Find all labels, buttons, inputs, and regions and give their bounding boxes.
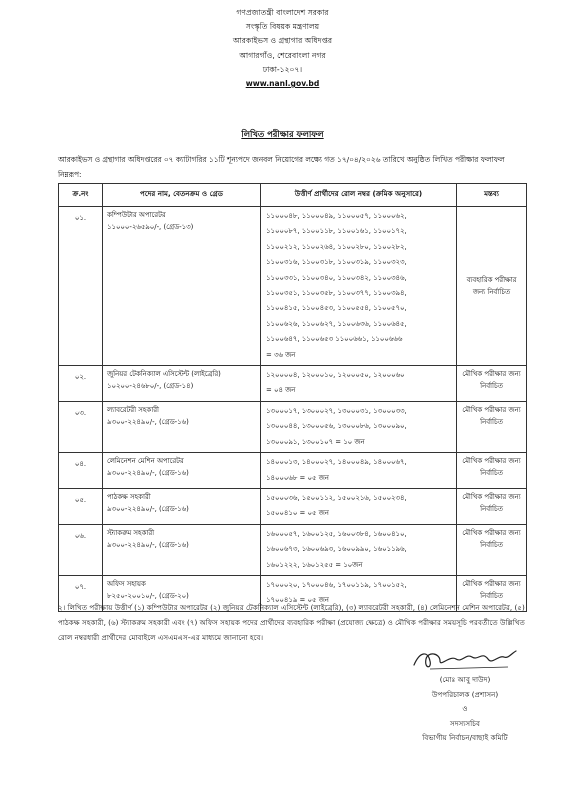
roll-line: ১৩০০০৯১, ১৩০০১০৭ = ১০ জন [266,437,365,446]
roll-line: ১১০০৬৪৭, ১১০০৬৫৩ ১১০০৬৬১, ১১০০৬৬৬ [266,335,403,344]
roll-line: ১৭০০৪১৯ = ০৫ জন [266,596,329,605]
post-scale: ১১০০০-২৬৫৯০/-, (গ্রেড-১৩) [107,223,194,231]
roll-line: ১১০০৩১৬, ১১০০৩১৮, ১১০০৩১৯, ১১০০৩২৩, [266,258,407,267]
post-scale: ৯৩০০-২২৪৯০/-, (গ্রেড-১৬) [107,540,189,549]
roll-line: ১৫০০০৩৬, ১৫০০১১২, ১৫০০২১৬, ১৫০০২৩৪, [266,493,407,502]
row-remark: মৌখিক পরীক্ষার জন্য নির্বাচিত [457,575,527,611]
roll-line: ১২০০০০৪, ১২০০০১০, ১২০০০৫০, ১২০০০৬০ [266,371,405,380]
post-scale: ৯৩০০-২২৪৯০/-, (গ্রেড-১৬) [107,417,189,426]
roll-line: ১৩০০০৪৪, ১৩০০০৫৬, ১৩০০০৮৬, ১৩০০০৯০, [266,422,407,431]
roll-line: ১১০০৩৫১, ১১০০৩৫৮, ১১০০৩৭৭, ১১০০৩৯৪, [266,289,407,298]
address-line: আগারগাঁও, শেরেবাংলা নগর [239,50,326,60]
office-header [0,6,565,91]
row-sl: ০১. [59,207,103,366]
row-post [103,453,261,489]
table-row [59,401,527,452]
signatory-and: ও [462,704,468,713]
row-post [103,401,261,452]
row-sl: ০২. [59,366,103,402]
note-paragraph: ২। লিখিত পরীক্ষায় উত্তীর্ণ (১) কম্পিউটার অপারেটর (২) জুনিয়র টেকনিক্যাল এসিস্টেন্ট (লাইব্রেরি), (৩) ল্যাবরেটরী সহকারী, (৪) লেমিনেশন মেশিন অপারেটর, (৫) পাঠকক্ষ সহকারী, (৬) স্ট্যাকরুম সহকারী এবং (৭) অফিস সহায়ক পদের প্রার্থীদের ব্যবহারিক পরীক্ষা (প্রযোজ্য ক্ষেত্রে) ও মৌখিক পরীক্ষার সময়সূচি পরবর্তীতে উল্লিখিত রোল নম্বরধারী প্রার্থীদের মোবাইলে এসএমএস-এর মাধ্যমে জানানো হবে। [58,603,525,642]
table-row [59,488,527,524]
roll-line: ১১০০২১২, ১১০০২৬৪, ১১০০২৮০, ১১০০২৮২, [266,242,407,251]
website-link[interactable]: www.nanl.gov.bd [245,79,320,89]
row-sl: ০৩. [59,401,103,452]
row-remark: মৌখিক পরীক্ষার জন্য নির্বাচিত [457,524,527,575]
roll-line: ১১০০০৮৭, ১১০০১১৮, ১১০০১৬১, ১১০০১৭২, [266,227,407,236]
roll-line: ১৪০০০৬৮ = ০৫ জন [266,473,329,482]
row-rolls [261,453,457,489]
col-header-remark: মন্তব্য [457,184,527,207]
document-title: লিখিত পরীক্ষার ফলাফল [241,129,324,139]
row-post [103,488,261,524]
signature-block [380,655,550,746]
post-name: জুনিয়র টেকনিক্যাল এসিস্টেন্ট (লাইব্রেরি) [107,370,221,379]
ministry-name: সংস্কৃতি বিষয়ক মন্ত্রণালয় [245,22,320,32]
row-rolls [261,524,457,575]
row-remark: ব্যবহারিক পরীক্ষার জন্য নির্বাচিত [457,207,527,366]
table-row [59,524,527,575]
row-rolls [261,207,457,366]
row-remark: মৌখিক পরীক্ষার জন্য নির্বাচিত [457,366,527,402]
row-rolls [261,366,457,402]
signatory-committee: বিভাগীয় নির্বাচন/বাছাই কমিটি [422,733,508,742]
post-name: স্ট্যাকরুম সহকারী [107,528,155,537]
row-sl: ০৪. [59,453,103,489]
signatory-name: (মোঃ আবু দাউদ) [439,675,491,684]
govt-name: গণপ্রজাতন্ত্রী বাংলাদেশ সরকার [236,8,329,17]
roll-line: ১১০০৩৩১, ১১০০৩৪০, ১১০০৩৪২, ১১০০৩৪৬, [266,273,407,282]
post-name: পাঠকক্ষ সহকারী [107,492,151,501]
row-post [103,524,261,575]
roll-line: ১৬০০৬৭৩, ১৬০০৬৯৩, ১৬০০৯৯০, ১৬০১১৯৬, [266,545,407,554]
post-scale: ৯৩০০-২২৪৯০/-, (গ্রেড-১৬) [107,469,189,478]
post-name: অফিস সহায়ক [107,579,146,588]
row-sl: ০৭. [59,575,103,611]
post-scale: ১০২০০-২৪৬৮০/-, (গ্রেড-১৪) [107,382,194,391]
roll-line: ১৬০১২২২, ১৬০১২৫৫ = ১০জন [266,560,363,569]
roll-line: ১৫০০৪১০ = ০৫ জন [266,509,329,518]
row-post [103,207,261,366]
city-line: ঢাকা-১২০৭। [262,64,303,74]
roll-line: ১৩০০০১৭, ১৩০০০২৭, ১৩০০০৩১, ১৩০০০৩৩, [266,406,407,415]
row-sl: ০৫. [59,488,103,524]
col-header-rolls: উত্তীর্ণ প্রার্থীদের রোল নম্বর (ক্রমিক অনুসারে) [261,184,457,207]
post-name: কম্পিউটার অপারেটর [107,211,166,219]
results-table [58,183,527,612]
post-name: লেমিনেশন মেশিন অপারেটর [107,457,184,466]
row-sl: ০৬. [59,524,103,575]
table-header-row [59,184,527,207]
row-rolls [261,488,457,524]
row-remark: মৌখিক পরীক্ষার জন্য নির্বাচিত [457,453,527,489]
roll-count: = ০৪ জন [266,386,296,395]
signatory-designation: উপপরিচালক (প্রশাসন) [431,689,499,699]
roll-line: ১৭০০০২০, ১৭০০০৪৬, ১৭০০১১৯, ১৭০০১৫২, [266,580,407,589]
table-row [59,207,527,366]
table-row [59,366,527,402]
roll-line: ১১০০০৪৮, ১১০০০৪৯, ১১০০০৫৭, ১১০০০৬২, [266,212,407,220]
intro-paragraph: আরকাইভস ও গ্রন্থাগার অধিদপ্তরের ০৭ ক্যাটাগরির ১১টি শূন্যপদে জনবল নিয়োগের লক্ষ্যে গত ১৭/০৪/২০২৬ তারিখে অনুষ্ঠিত লিখিত পরীক্ষার ফলাফল নিম্নরূপ: [58,155,505,179]
table-row [59,453,527,489]
col-header-post: পদের নাম, বেতনক্রম ও গ্রেড [103,184,261,207]
row-post [103,366,261,402]
roll-line: ১৪০০০১৩, ১৪০০০২৭, ১৪০০০৪৯, ১৪০০০৬৭, [266,458,407,467]
roll-line: ১১০০৬২৬, ১১০০৬২৭, ১১০০৬৩৬, ১১০০৬৪৫, [266,319,407,328]
post-name: ল্যাবরেটরী সহকারী [107,405,159,414]
post-scale: ৯৩০০-২২৪৯০/-, (গ্রেড-১৬) [107,504,189,513]
directorate-name: আরকাইভস ও গ্রন্থাগার অধিদপ্তর [232,36,333,46]
col-header-sl: ক্র.নং [59,184,103,207]
post-scale: ৮২৫০-২০০১০/-, (গ্রেড-২০) [107,591,189,600]
roll-line: ১৬০০০৫৭, ১৬০০১২৫, ১৬০০৩৮৪, ১৬০০৪১০, [266,529,407,538]
row-rolls [261,401,457,452]
roll-line: ১১০০৪১৫, ১১০০৪৫৩, ১১০০৫৫৪, ১১০০৫৭০, [266,304,407,313]
row-remark: মৌখিক পরীক্ষার জন্য নির্বাচিত [457,401,527,452]
signatory-role: সদস্যসচিব [449,718,481,728]
roll-count: = ৩৬ জন [266,350,296,359]
row-remark: মৌখিক পরীক্ষার জন্য নির্বাচিত [457,488,527,524]
